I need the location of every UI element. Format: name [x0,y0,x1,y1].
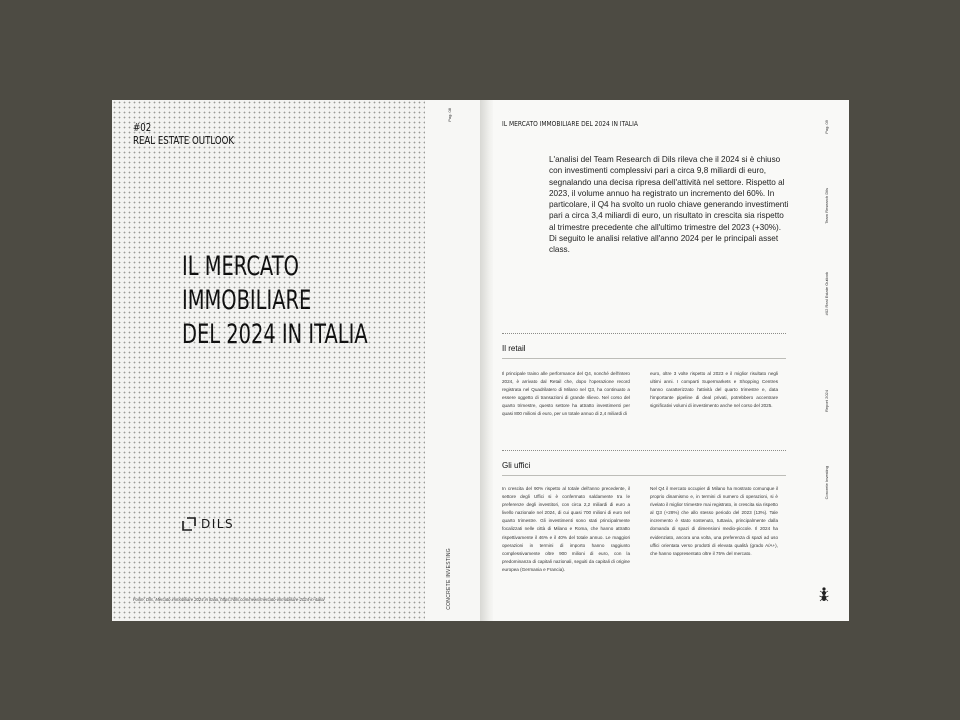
right-page-number: Pag. 09 [824,120,829,134]
side-label-3: Report 2024 [824,390,829,413]
intro-paragraph [549,154,789,256]
left-page-number: Pag. 08 [447,108,452,122]
cover-title [182,250,368,352]
magazine-spread [112,100,849,621]
logo-text: DILS [201,517,235,531]
side-label-4: Concrete Investing [824,466,829,500]
section-heading-offices: Gli uffici [502,461,531,470]
section-underline-retail [502,358,786,359]
cover-title-line-1: IL MERCATO [182,251,299,282]
offices-column-1: In crescita del 90% rispetto al totale dell'anno precedente, il settore degli Uffici si è confermato saldamente tra le preferenze degli investitori, con circa 2,2 miliardi di euro a livello nazionale nel 2024, di cui quasi 700 milioni di euro nel quarto trimestre. Gli investimenti sono stati principalmente focalizzati nelle città di Milano e Roma, che hanno attratto rispettivamente il 46% e il 40% del totale annuo. Le maggiori operazioni in termini di importo hanno raggiunto complessivamente oltre 900 milioni di euro, con la predominanza di capitali nazionali, seguiti da capitali di origine europea (Germania e Francia). [502,486,630,572]
cover-title-line-2: IMMOBILIARE [182,285,312,316]
section-underline-offices [502,475,786,476]
issue-label: REAL ESTATE OUTLOOK [133,135,235,147]
cover-footnote: Fonte: Dils, Mercato immobiliare 2024 in Italia, https://dils.com/news/mercato-immobiliare-2024-in-italia/ [133,597,325,602]
intro-text: L'analisi del Team Research di Dils rileva che il 2024 si è chiuso con investimenti complessivi pari a circa 9,8 miliardi di euro, segnalando una decisa ripresa dell'attività nel settore. Rispetto al 2023, il volume annuo ha registrato un incremento del 60%. In particolare, il Q4 ha svolto un ruolo chiave generando investimenti pari a circa 3,4 miliardi di euro, un risultato in crescita sia rispetto al trimestre precedente che all'ultimo trimestre del 2023 (+30%). [549,155,789,232]
running-title: IL MERCATO IMMOBILIARE DEL 2024 IN ITALIA [502,120,638,128]
gutter-shadow [480,100,493,621]
dils-logo-icon [182,517,196,531]
section-divider-retail [502,333,786,334]
offices-column-2: Nel Q4 il mercato occupier di Milano ha mostrato comunque il proprio dinamismo e, in termini di numero di operazioni, si è rivelato il miglior trimestre mai registrato, in crescita sia rispetto al Q3 (+28%) che allo stesso periodo del 2023 (13%). Tale incremento è stato sostenuto, tuttavia, principalmente dalla domanda di spazi di dimensioni medio-piccole. Il 2024 ha evidenziato, ancora una volta, una preferenza di spazi ad uso uffici orientata verso prodotti di elevata qualità (grado A/A+), che hanno rappresentato oltre il 75% del mercato. [650,486,778,556]
cover-page [112,100,425,621]
retail-column-2: euro, oltre 3 volte rispetto al 2023 e il miglior risultato negli ultimi anni. I comparti Supermarkets e Shopping Centres hanno caratterizzato l'attività del quarto trimestre e, data l'importante pipeline di deal privati, potrebbero accentrare significativi volumi di investimento anche nel corso del 2025. [650,371,778,409]
section-divider-offices [502,450,786,451]
insect-icon [819,586,829,602]
issue-number: #02 [133,122,152,134]
dils-logo [182,517,234,531]
section-heading-retail: Il retail [502,344,526,353]
side-label-2: #02 Real Estate Outlook [824,272,829,316]
side-label-1: Team Research Dils [824,188,829,224]
intro-text-2: Di seguito le analisi relative all'anno 2024 per le principali asset class. [549,234,779,255]
issue-header [133,122,234,148]
retail-column-1: Il principale traino alle performance del Q4, nonché dell'intero 2024, è arrivato dal Retail che, dopo l'operazione record registrata nel Quadrilatero di Milano nel Q3, ha continuato a essere oggetto di transazioni di grande rilievo. Nel corso del quarto trimestre, questo settore ha attratto investimenti per quasi 800 milioni di euro, per un totale annuo di 2,4 miliardi di [502,371,630,417]
left-spine-strip [425,100,481,621]
left-spine-label: CONCRETE INVESTING [446,548,452,610]
cover-title-line-3: DEL 2024 IN ITALIA [182,319,368,350]
